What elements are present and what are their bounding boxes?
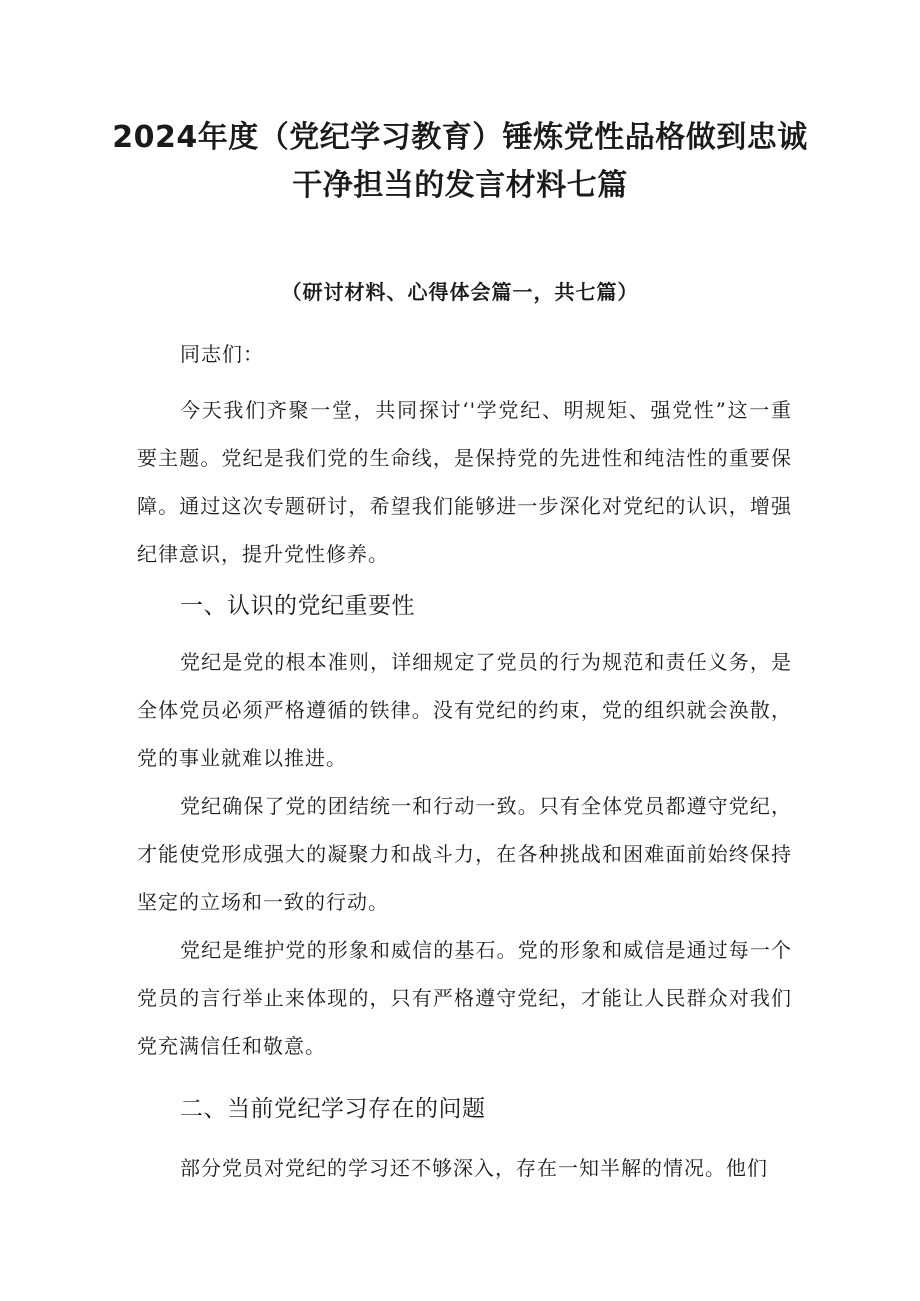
section-1-paragraph-3: 党纪是维护党的形象和威信的基石。党的形象和威信是通过每一个党员的言行举止来体现的，只有严格遵守党纪，才能让人民群众对我们党充满信任和敬意。 [137,938,792,1058]
section-1-paragraph-1: 党纪是党的根本准则，详细规定了党员的行为规范和责任义务，是全体党员必须严格遵循的铁律。没有党纪的约束，党的组织就会涣散，党的事业就难以推进。 [137,650,792,770]
section-2-paragraph-1: 部分党员对党纪的学习还不够深入，存在一知半解的情况。他们 [180,1156,768,1180]
section-2-heading: 二、当前党纪学习存在的问题 [180,1096,486,1122]
document-subtitle: （研讨材料、心得体会篇一，共七篇） [281,280,639,304]
intro-paragraph: 今天我们齐聚一堂，共同探讨‘'学党纪、明规矩、强党性”这一重要主题。党纪是我们党的生命线，是保持党的先进性和纯洁性的重要保障。通过这次专题研讨，希望我们能够进一步深化对党纪的认识，增强纪律意识，提升党性修养。 [137,398,792,566]
document-title-line-2: 干净担当的发言材料七篇 [292,168,628,203]
document-title-line-1: 2024年度（党纪学习教育）锤炼党性品格做到忠诚 [112,120,808,155]
greeting: 同志们： [180,342,264,366]
section-1-heading: 一、认识的党纪重要性 [180,593,415,619]
section-1-paragraph-2: 党纪确保了党的团结统一和行动一致。只有全体党员都遵守党纪，才能使党形成强大的凝聚力和战斗力，在各种挑战和困难面前始终保持坚定的立场和一致的行动。 [137,794,792,914]
